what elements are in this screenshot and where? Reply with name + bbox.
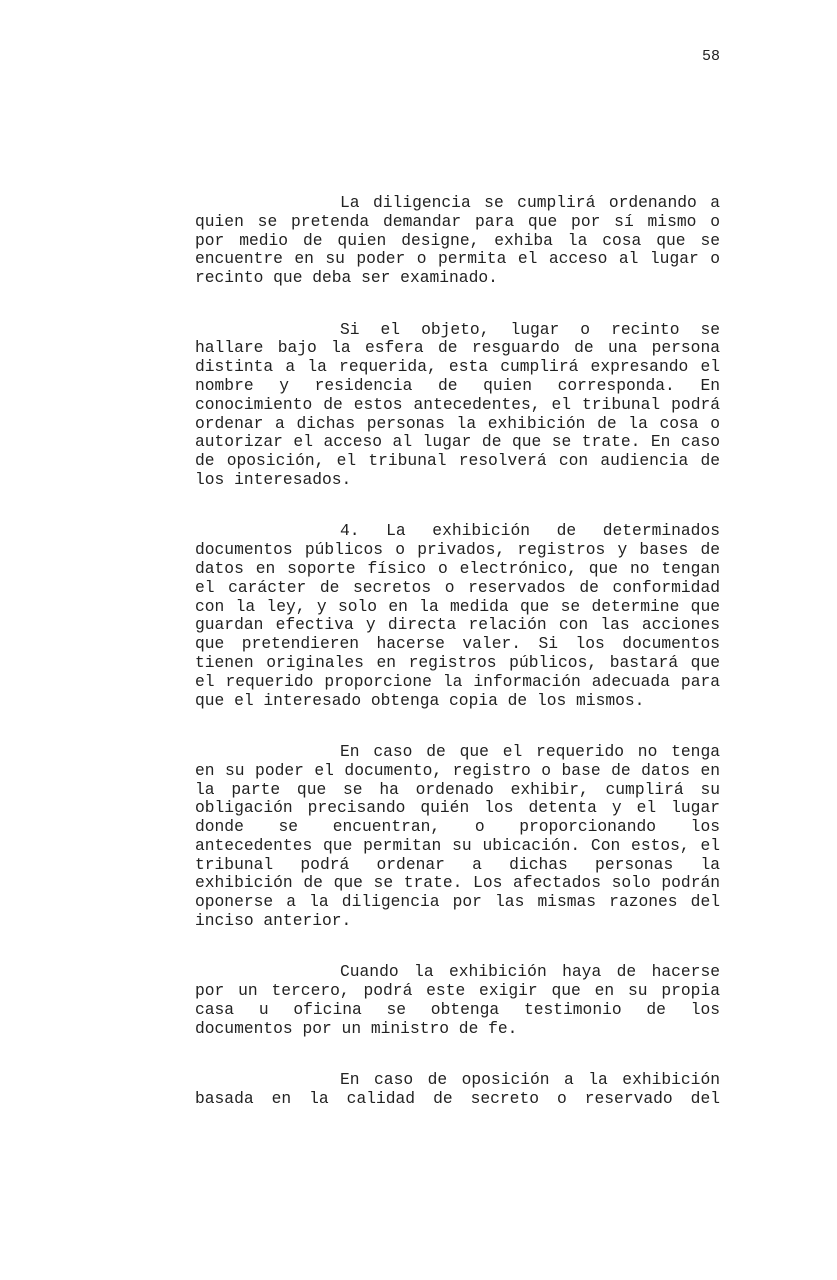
text-line: En caso de que el requerido no tenga — [340, 741, 720, 761]
text-line: el carácter de secretos o reservados de conformidad — [195, 577, 720, 597]
text-line: exhibición de que se trate. Los afectados solo podrán — [195, 873, 720, 893]
text-line: tribunal podrá ordenar a dichas personas la — [195, 854, 720, 874]
text-line: tienen originales en registros públicos, bastará que — [195, 652, 720, 672]
text-line: de oposición, el tribunal resolverá con audiencia de — [195, 451, 720, 471]
text-line: que pretendieren hacerse valer. Si los documentos — [195, 634, 720, 654]
text-line: basada en la calidad de secreto o reservado del — [195, 1089, 720, 1109]
paragraph — [195, 1071, 720, 1109]
text-line: por medio de quien designe, exhiba la cosa que se — [195, 230, 720, 250]
text-line: distinta a la requerida, esta cumplirá expresando el — [195, 357, 720, 377]
text-line: oponerse a la diligencia por las mismas razones del — [195, 892, 720, 912]
text-line: inciso anterior. — [195, 911, 352, 931]
paragraph — [195, 522, 720, 710]
text-line: con la ley, y solo en la medida que se determine que — [195, 596, 720, 616]
document-body — [195, 194, 720, 1141]
text-line: recinto que deba ser examinado. — [195, 268, 498, 288]
page-number: 58 — [701, 48, 720, 65]
text-line: En caso de oposición a la exhibición — [340, 1070, 720, 1090]
text-line: que el interesado obtenga copia de los mismos. — [195, 690, 645, 710]
text-line: encuentre en su poder o permita el acceso al lugar o — [195, 249, 720, 269]
text-line: documentos por un ministro de fe. — [195, 1018, 518, 1038]
text-line: autorizar el acceso al lugar de que se trate. En caso — [195, 432, 720, 452]
text-line: conocimiento de estos antecedentes, el tribunal podrá — [195, 394, 720, 414]
paragraph — [195, 194, 720, 288]
paragraph — [195, 321, 720, 490]
text-line: Si el objeto, lugar o recinto se — [340, 319, 720, 339]
paragraph — [195, 963, 720, 1038]
text-line: Cuando la exhibición haya de hacerse — [340, 962, 720, 982]
text-line: donde se encuentran, o proporcionando los — [195, 817, 720, 837]
text-line: antecedentes que permitan su ubicación. Con estos, el — [195, 835, 720, 855]
text-line: el requerido proporcione la información adecuada para — [195, 671, 720, 691]
text-line: 4. La exhibición de determinados — [340, 521, 720, 541]
text-line: nombre y residencia de quien corresponda. En — [195, 375, 720, 395]
text-line: La diligencia se cumplirá ordenando a — [340, 193, 720, 212]
paragraph — [195, 743, 720, 931]
text-line: datos en soporte físico o electrónico, que no tengan — [195, 558, 720, 578]
text-line: por un tercero, podrá este exigir que en su propia — [195, 981, 720, 1001]
text-line: ordenar a dichas personas la exhibición de la cosa o — [195, 413, 720, 433]
text-line: quien se pretenda demandar para que por sí mismo o — [195, 211, 720, 231]
text-line: en su poder el documento, registro o base de datos en — [195, 760, 720, 780]
text-line: hallare bajo la esfera de resguardo de una persona — [195, 338, 720, 358]
text-line: casa u oficina se obtenga testimonio de los — [195, 1000, 720, 1020]
text-line: documentos públicos o privados, registros y bases de — [195, 540, 720, 560]
text-line: la parte que se ha ordenado exhibir, cumplirá su — [195, 779, 720, 799]
text-line: obligación precisando quién los detenta y el lugar — [195, 798, 720, 818]
text-line: guardan efectiva y directa relación con las acciones — [195, 615, 720, 635]
text-line: los interesados. — [195, 469, 352, 489]
